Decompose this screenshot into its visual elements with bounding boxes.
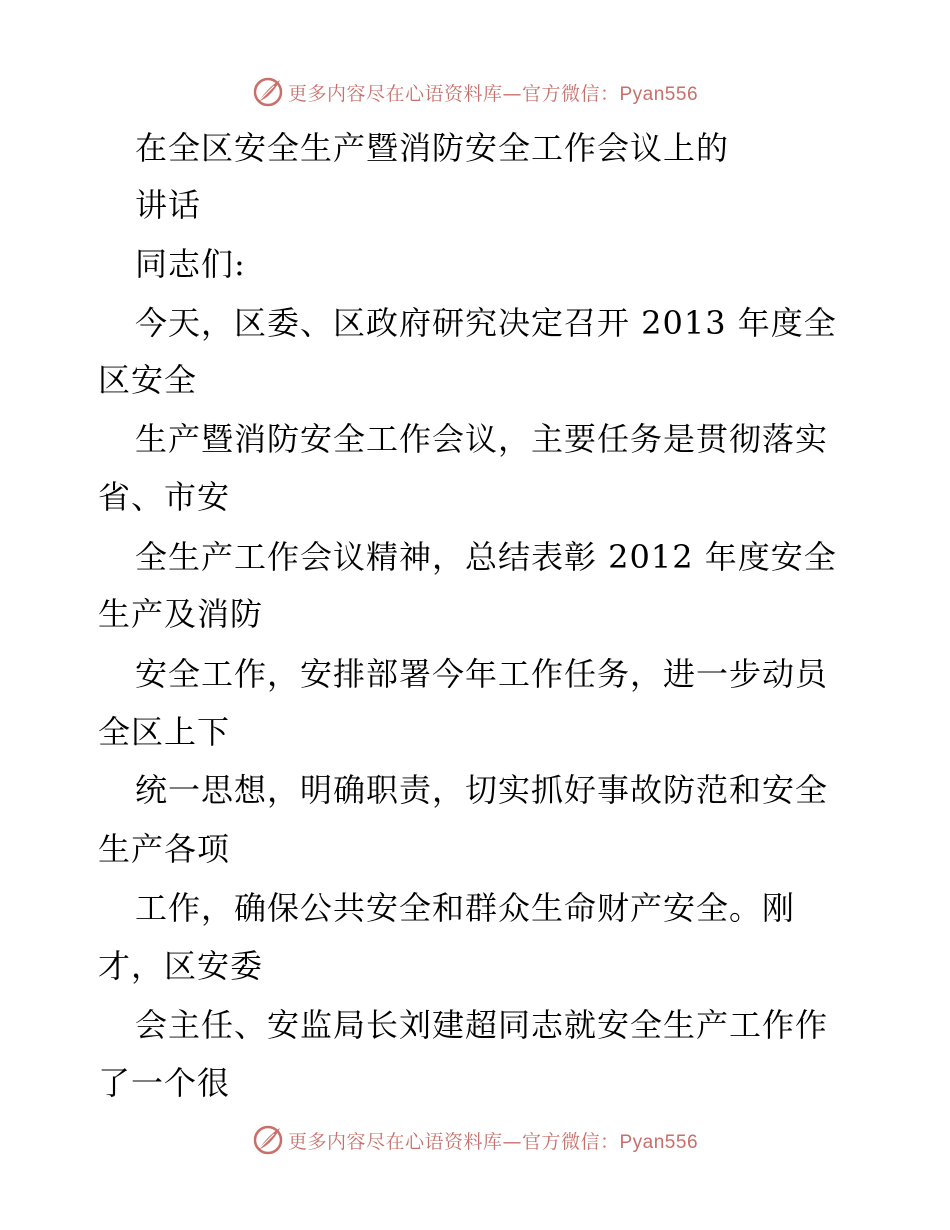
watermark-text [288, 1127, 698, 1154]
feather-pen-logo-icon [252, 1124, 284, 1156]
doc-line: 全生产工作会议精神，总结表彰 2012 年度安全 [135, 538, 837, 576]
doc-line: 安全工作，安排部署今年工作任务，进一步动员 [135, 655, 829, 693]
footer-watermark [0, 1120, 950, 1160]
watermark-handle: Pyan556 [619, 83, 699, 105]
header-watermark [0, 72, 950, 112]
watermark-main-text: 更多内容尽在心语资料库—官方微信： [287, 82, 620, 105]
doc-salutation: 同志们: [135, 245, 246, 283]
doc-line: 工作，确保公共安全和群众生命财产安全。刚 [135, 889, 796, 927]
watermark-main-text: 更多内容尽在心语资料库—官方微信： [287, 1130, 620, 1153]
doc-line: 区安全 [98, 361, 198, 399]
doc-line: 会主任、安监局长刘建超同志就安全生产工作作 [135, 1006, 829, 1044]
doc-line: 生产各项 [98, 830, 231, 868]
doc-line: 生产及消防 [98, 595, 264, 633]
doc-line: 全区上下 [98, 713, 231, 751]
doc-line: 生产暨消防安全工作会议，主要任务是贯彻落实 [135, 420, 829, 458]
doc-line: 统一思想，明确职责，切实抓好事故防范和安全 [135, 771, 829, 809]
feather-pen-logo-icon [252, 76, 284, 108]
doc-title-line-1: 在全区安全生产暨消防安全工作会议上的 [135, 129, 730, 167]
watermark-handle: Pyan556 [619, 1131, 699, 1153]
doc-title-line-2: 讲话 [135, 186, 202, 224]
doc-line: 才，区安委 [98, 947, 264, 985]
doc-line: 了一个很 [98, 1064, 231, 1102]
doc-line: 今天，区委、区政府研究决定召开 2013 年度全 [135, 304, 837, 342]
doc-line: 省、市安 [98, 478, 231, 516]
watermark-text [288, 79, 698, 106]
